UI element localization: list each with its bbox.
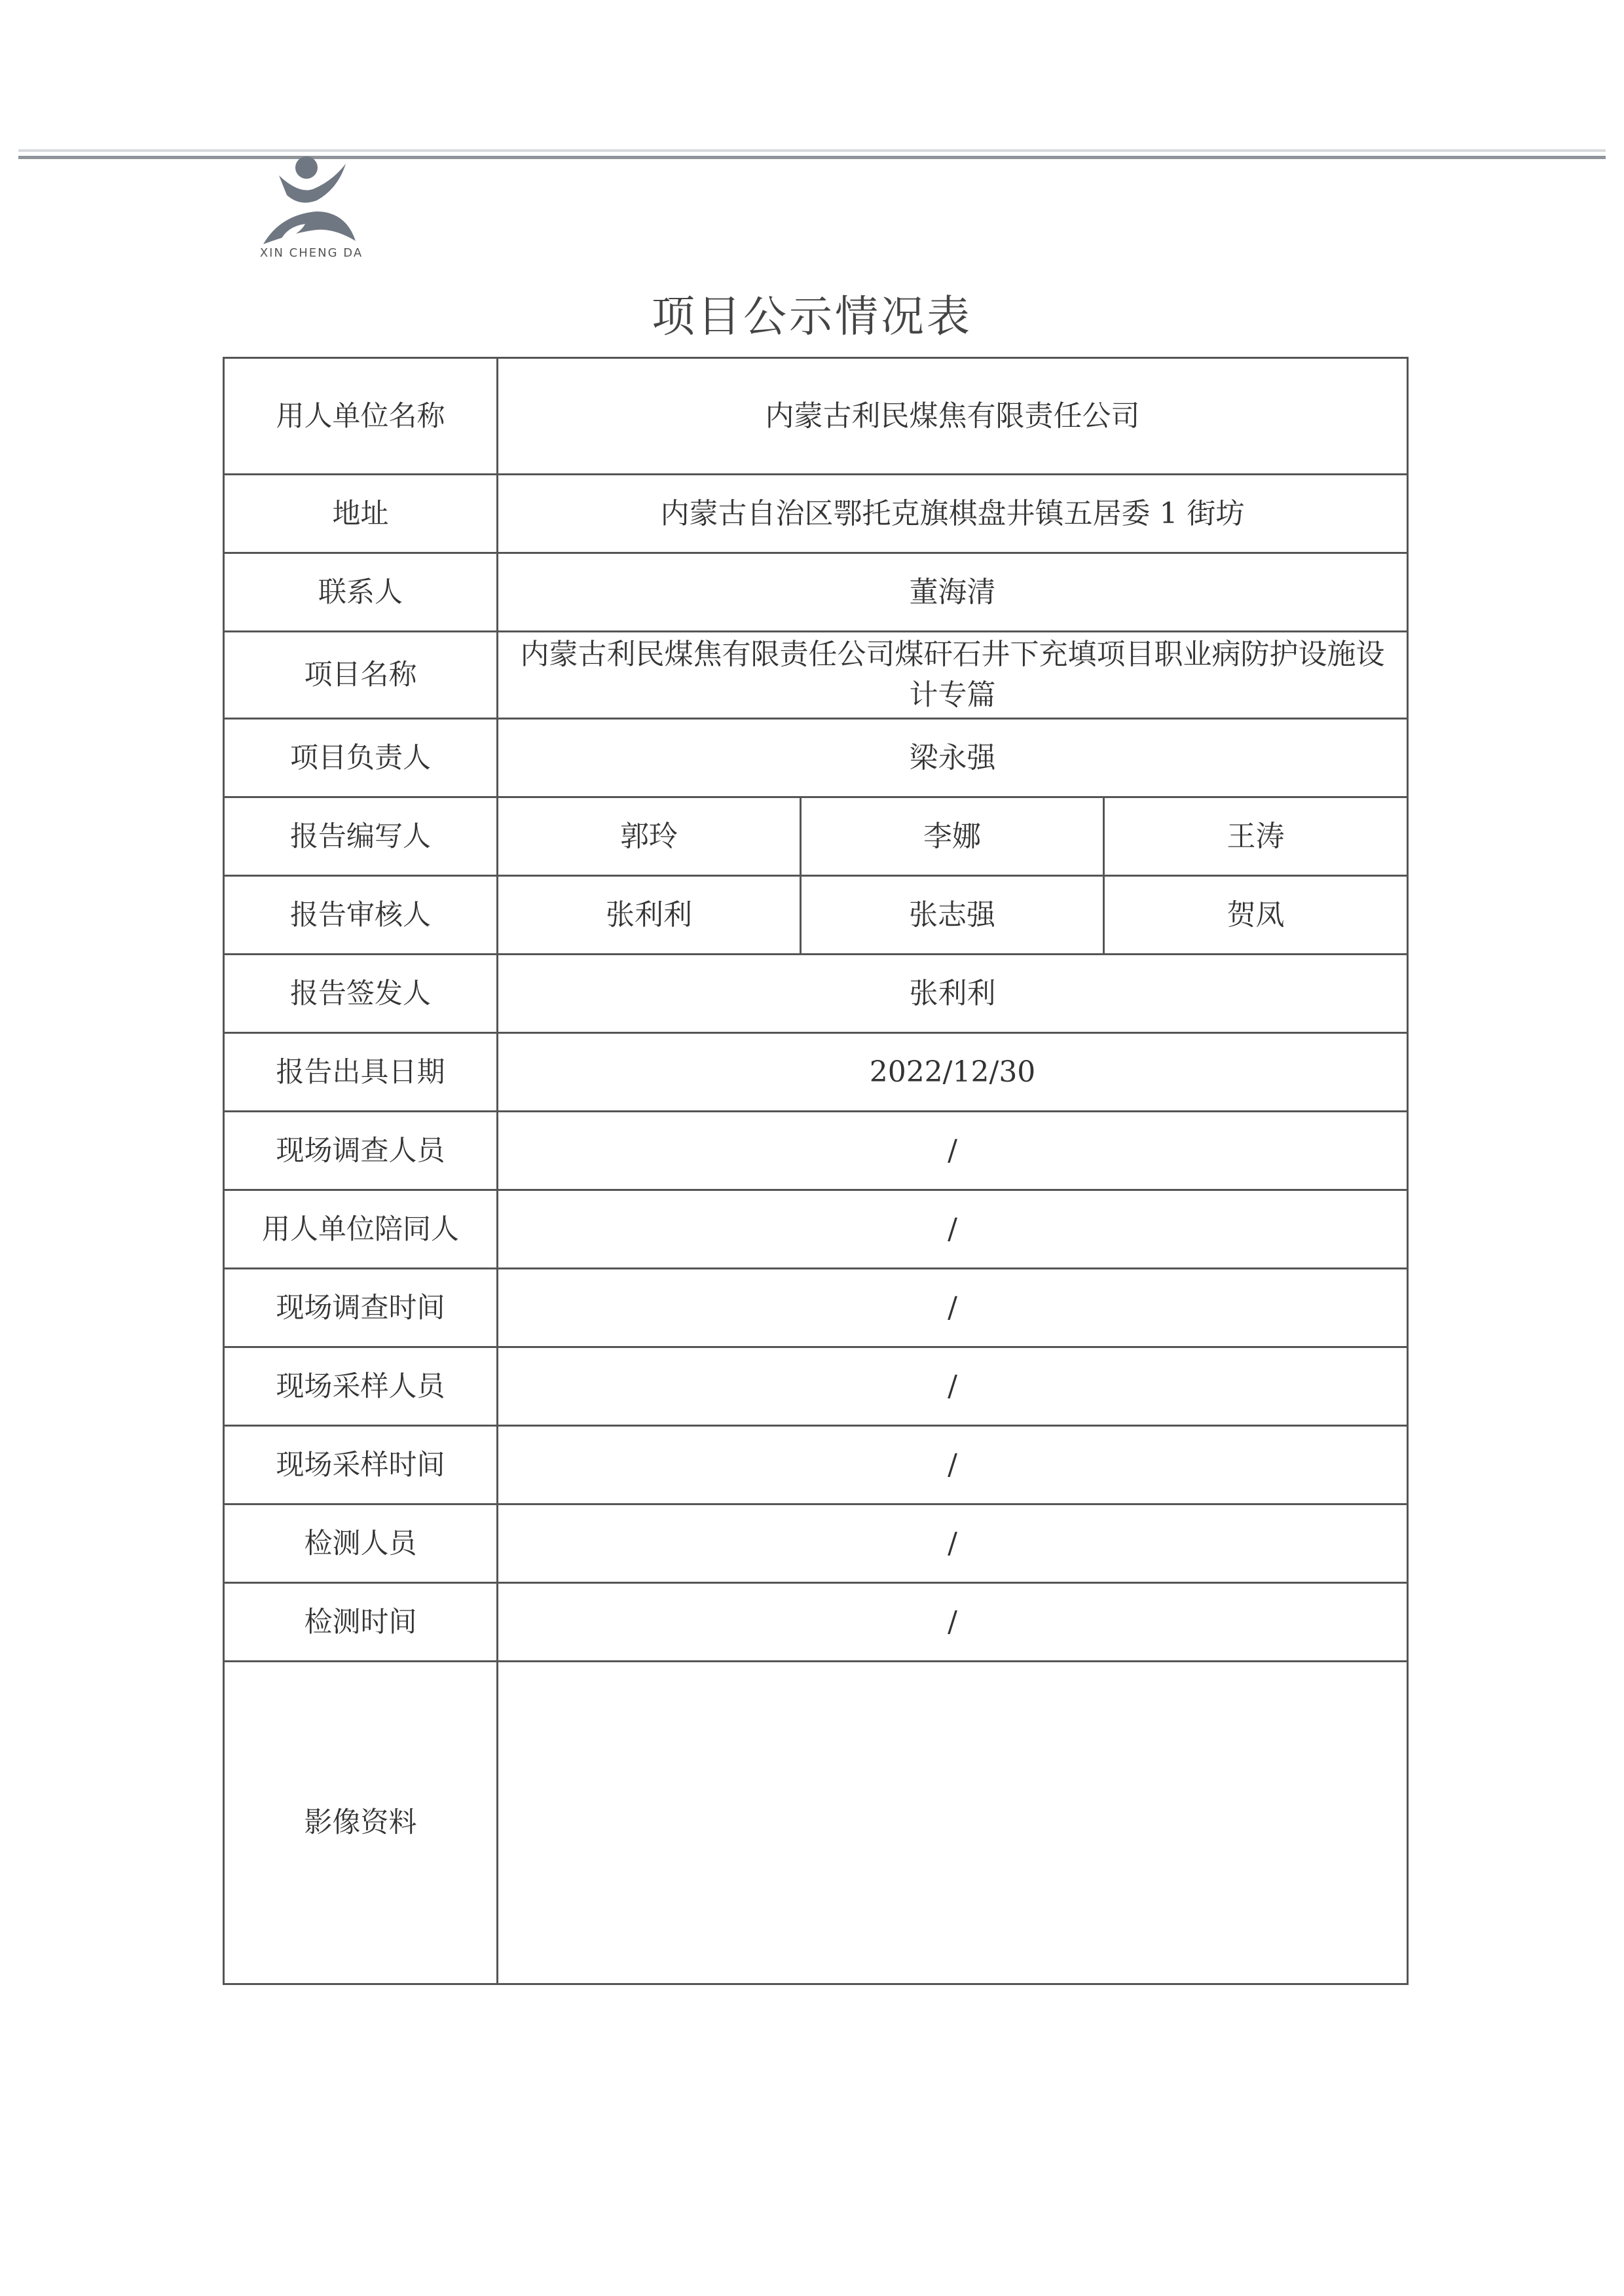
project-name-value: 内蒙古利民煤焦有限责任公司煤矸石井下充填项目职业病防护设施设计专篇 — [498, 632, 1408, 719]
project-name-label: 项目名称 — [224, 632, 498, 719]
reviewer-2: 张志强 — [801, 876, 1104, 955]
issue-date-label: 报告出具日期 — [224, 1033, 498, 1112]
table-row — [224, 1426, 1408, 1504]
address-value: 内蒙古自治区鄂托克旗棋盘井镇五居委 1 街坊 — [498, 475, 1408, 553]
project-info-table — [223, 357, 1409, 1985]
table-row — [224, 1269, 1408, 1347]
project-lead-value: 梁永强 — [498, 719, 1408, 797]
address-label: 地址 — [224, 475, 498, 553]
reviewers-label: 报告审核人 — [224, 876, 498, 955]
issuer-label: 报告签发人 — [224, 955, 498, 1033]
testing-time-value: / — [498, 1583, 1408, 1662]
employer-companion-label: 用人单位陪同人 — [224, 1190, 498, 1269]
writer-1: 郭玲 — [498, 797, 801, 876]
sampling-staff-value: / — [498, 1347, 1408, 1426]
table-row — [224, 955, 1408, 1033]
table-row — [224, 358, 1408, 475]
writer-2: 李娜 — [801, 797, 1104, 876]
employer-value: 内蒙古利民煤焦有限责任公司 — [498, 358, 1408, 475]
writers-label: 报告编写人 — [224, 797, 498, 876]
sampling-time-label: 现场采样时间 — [224, 1426, 498, 1504]
table-row — [224, 719, 1408, 797]
reviewer-1: 张利利 — [498, 876, 801, 955]
table-row — [224, 1112, 1408, 1190]
sampling-staff-label: 现场采样人员 — [224, 1347, 498, 1426]
employer-label: 用人单位名称 — [224, 358, 498, 475]
table-row — [224, 876, 1408, 955]
survey-time-value: / — [498, 1269, 1408, 1347]
project-lead-label: 项目负责人 — [224, 719, 498, 797]
issuer-value: 张利利 — [498, 955, 1408, 1033]
table-row — [224, 1347, 1408, 1426]
survey-staff-value: / — [498, 1112, 1408, 1190]
contact-value: 董海清 — [498, 553, 1408, 632]
table-row — [224, 553, 1408, 632]
table-row — [224, 1033, 1408, 1112]
logo-text: XIN CHENG DA — [259, 246, 363, 260]
issue-date-value: 2022/12/30 — [498, 1033, 1408, 1112]
table-row — [224, 475, 1408, 553]
company-logo — [254, 149, 369, 262]
reviewer-3: 贺凤 — [1104, 876, 1408, 955]
table-row — [224, 1583, 1408, 1662]
testing-staff-label: 检测人员 — [224, 1504, 498, 1583]
table-row — [224, 632, 1408, 719]
images-label: 影像资料 — [224, 1662, 498, 1984]
contact-label: 联系人 — [224, 553, 498, 632]
table-row — [224, 1190, 1408, 1269]
survey-staff-label: 现场调查人员 — [224, 1112, 498, 1190]
writer-3: 王涛 — [1104, 797, 1408, 876]
survey-time-label: 现场调查时间 — [224, 1269, 498, 1347]
images-value — [498, 1662, 1408, 1984]
logo-mark-icon — [254, 149, 369, 247]
employer-companion-value: / — [498, 1190, 1408, 1269]
testing-staff-value: / — [498, 1504, 1408, 1583]
testing-time-label: 检测时间 — [224, 1583, 498, 1662]
page-title: 项目公示情况表 — [652, 291, 972, 342]
table-row — [224, 797, 1408, 876]
sampling-time-value: / — [498, 1426, 1408, 1504]
table-row — [224, 1504, 1408, 1583]
table-row — [224, 1662, 1408, 1984]
